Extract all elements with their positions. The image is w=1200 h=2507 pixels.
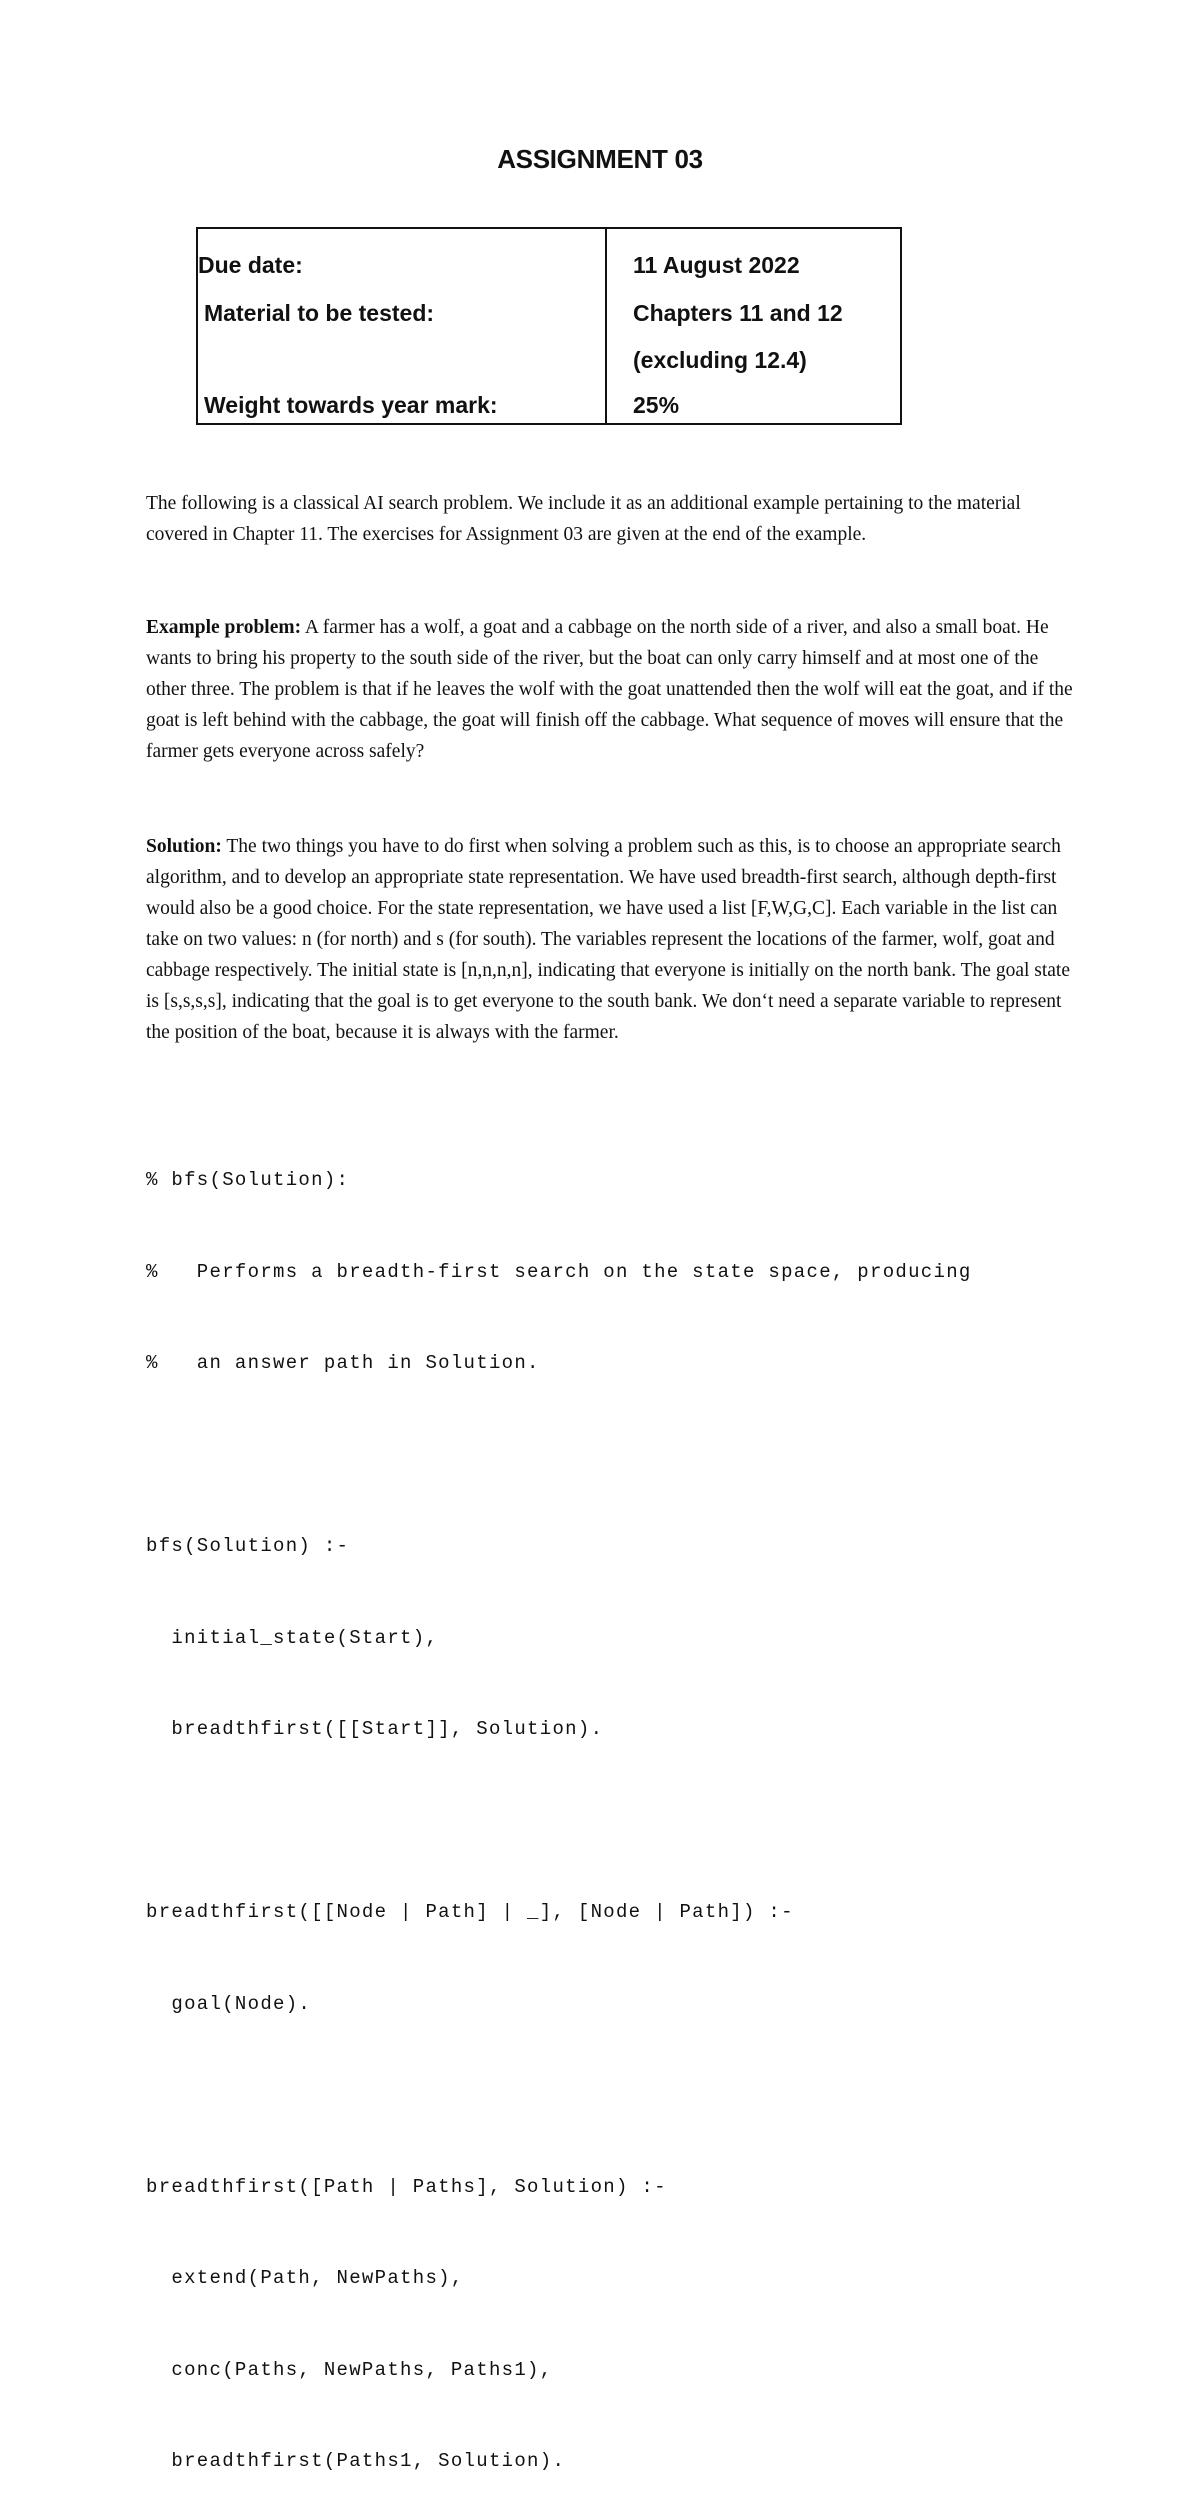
- prolog-code-block: [146, 1104, 1106, 2507]
- material-value-line2: (excluding 12.4): [633, 347, 807, 373]
- code-line: bfs(Solution) :-: [146, 1535, 350, 1557]
- intro-paragraph: [146, 488, 1076, 550]
- code-line: [146, 2080, 1106, 2111]
- weight-value: 25%: [633, 392, 680, 418]
- table-divider: [605, 229, 607, 423]
- material-value-line1: Chapters 11 and 12: [633, 300, 843, 326]
- example-text: A farmer has a wolf, a goat and a cabbage on the north side of a river, and also a small boat. He wants to bring his property to the south side of the river, but the boat can only carry himself and at most one of the other three. The problem is that if he leaves the wolf with the goat unattended then the wolf will eat the goat, and if the goat is left behind with the cabbage, the goat will finish off the cabbage. What sequence of moves will ensure that the farmer gets everyone across safely?: [146, 617, 1073, 762]
- weight-label: Weight towards year mark:: [204, 392, 498, 418]
- code-line: breadthfirst([[Start]], Solution).: [146, 1718, 604, 1740]
- assignment-title: ASSIGNMENT 03: [497, 144, 703, 174]
- code-line: % bfs(Solution):: [146, 1169, 350, 1191]
- due-date-value: 11 August 2022: [633, 252, 800, 278]
- solution-text: The two things you have to do first when solving a problem such as this, is to choose an appropriate search algorithm, and to develop an appropriate state representation. We have used breadth-first search, although depth-first would also be a good choice. For the state representation, we have used a list [F,W,G,C]. Each variable in the list can take on two values: n (for north) and s (for south). The variables represent the locations of the farmer, wolf, goat and cabbage respectively. The initial state is [n,n,n,n], indicating that everyone is initially on the north bank. The goal state is [s,s,s,s], indicating that the goal is to get everyone to the south bank. We don‘t need a separate variable to represent the position of the boat, because it is always with the farmer.: [146, 836, 1071, 1043]
- code-line: extend(Path, NewPaths),: [146, 2267, 464, 2289]
- assignment-info-table: [196, 227, 902, 425]
- code-line: % an answer path in Solution.: [146, 1352, 540, 1374]
- code-line: % Performs a breadth-first search on the state space, producing: [146, 1260, 972, 1283]
- due-date-label: Due date:: [198, 252, 303, 278]
- code-line: goal(Node).: [146, 1992, 312, 2015]
- code-line: breadthfirst([[Node | Path] | _], [Node | Path]) :-: [146, 1901, 794, 1923]
- example-paragraph: [146, 612, 1076, 767]
- intro-text: The following is a classical AI search problem. We include it as an additional example pertaining to the material covered in Chapter 11. The exercises for Assignment 03 are given at the end of the example.: [146, 493, 1021, 545]
- code-line: breadthfirst(Paths1, Solution).: [146, 2450, 566, 2472]
- solution-heading: Solution:: [146, 836, 222, 857]
- code-line: conc(Paths, NewPaths, Paths1),: [146, 2358, 553, 2381]
- code-line: [146, 1806, 1106, 1837]
- material-label: Material to be tested:: [204, 300, 435, 326]
- code-line: initial_state(Start),: [146, 1626, 439, 1649]
- code-line: breadthfirst([Path | Paths], Solution) :-: [146, 2175, 667, 2198]
- code-line: [146, 1440, 1106, 1471]
- solution-paragraph: [146, 831, 1076, 1048]
- example-heading: Example problem:: [146, 617, 302, 638]
